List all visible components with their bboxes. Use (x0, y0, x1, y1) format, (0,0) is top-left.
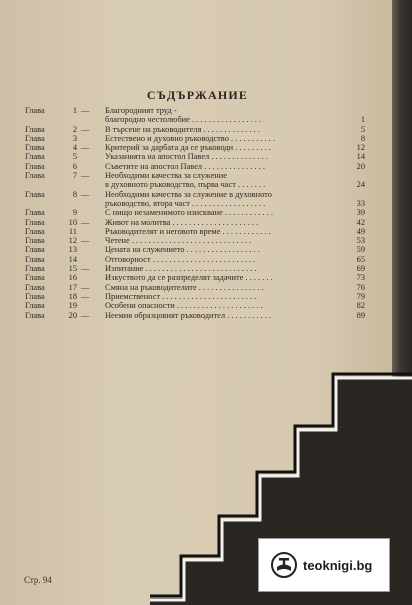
chapter-title: Изкуството да се разпределят задачите . . . . . . . (105, 273, 273, 283)
watermark-logo (258, 538, 390, 592)
chapter-number: 8 (72, 189, 77, 199)
chapter-title: В търсене на ръководителя . . . . . . . . . . . . . . (105, 124, 260, 134)
chapter-title: Изпитание . . . . . . . . . . . . . . . . . . . . . . . . . . . (105, 264, 257, 274)
page-number: 53 (356, 236, 365, 246)
chapter-word: Глава (25, 226, 45, 236)
chapter-title: Необходими качества за служение в духовното (105, 189, 272, 199)
book-t-logo-icon (271, 552, 297, 578)
chapter-title: Указанията на апостол Павел . . . . . . . . . . . . . . (105, 152, 268, 162)
page-number: 20 (356, 161, 365, 171)
chapter-word: Глава (25, 106, 45, 115)
chapter-word: Глава (25, 208, 45, 218)
page-number: 14 (356, 152, 365, 162)
chapter-word: Глава (25, 189, 45, 199)
page-number: 82 (356, 301, 365, 311)
chapter-dash: — (81, 282, 90, 292)
page-number: 49 (356, 226, 365, 236)
chapter-title: С нищо незаменимото изискване . . . . . . . . . . . . (105, 208, 273, 218)
page-number: 5 (360, 124, 365, 134)
chapter-title: Приемственост . . . . . . . . . . . . . . . . . . . . . . . (105, 291, 257, 301)
page-number: 89 (356, 310, 365, 320)
chapter-word: Глава (25, 273, 45, 283)
chapter-title: Благородният труд - (105, 106, 177, 115)
chapter-word: Глава (25, 124, 45, 134)
chapter-number: 13 (68, 245, 77, 255)
chapter-dash: — (81, 124, 90, 134)
chapter-word: Глава (25, 171, 45, 181)
page-number: 33 (356, 198, 365, 208)
page-number: 69 (356, 264, 365, 274)
chapter-title: в духовното ръководство, първа част . . . . . . . (105, 180, 266, 190)
watermark-text: teoknigi.bg (303, 557, 373, 573)
page-number: 8 (360, 133, 365, 143)
chapter-title: Необходими качества за служение (105, 171, 227, 181)
chapter-word: Глава (25, 310, 45, 320)
chapter-number: 12 (68, 236, 77, 246)
chapter-number: 4 (72, 143, 77, 153)
page-footer: Стр. 94 (24, 575, 52, 585)
chapter-title: Съветите на апостол Павел . . . . . . . . . . . . . . . (105, 161, 265, 171)
chapter-number: 7 (72, 171, 77, 181)
chapter-number: 9 (72, 208, 77, 218)
chapter-number: 10 (68, 217, 77, 227)
chapter-title: Смяна на ръководителите . . . . . . . . . . . . . . . . (105, 282, 264, 292)
chapter-title: Неемия образцовият ръководител . . . . . . . . . . . (105, 310, 272, 320)
chapter-dash: — (81, 143, 90, 153)
chapter-dash: — (81, 217, 90, 227)
chapter-title: Четене . . . . . . . . . . . . . . . . . . . . . . . . . . . . . (105, 236, 252, 246)
chapter-number: 5 (72, 152, 77, 162)
page-number: 1 (360, 115, 365, 125)
chapter-number: 17 (68, 282, 77, 292)
chapter-word: Глава (25, 291, 45, 301)
page-number: 59 (356, 245, 365, 255)
chapter-number: 15 (68, 264, 77, 274)
chapter-title: Критерий за дарбата да се ръководи . . . . . . . . . (105, 143, 271, 153)
page-number: 76 (356, 282, 365, 292)
page-number: 73 (356, 273, 365, 283)
chapter-title: Естествено и духовно ръководство . . . . . . . . . . . (105, 133, 275, 143)
chapter-word: Глава (25, 217, 45, 227)
chapter-number: 11 (68, 226, 77, 236)
chapter-dash: — (81, 171, 90, 181)
chapter-number: 20 (68, 310, 77, 320)
chapter-number: 1 (72, 106, 77, 115)
chapter-number: 19 (68, 301, 77, 311)
chapter-number: 6 (72, 161, 77, 171)
chapter-number: 14 (68, 254, 77, 264)
chapter-dash: — (81, 236, 90, 246)
chapter-title: Особени опасности . . . . . . . . . . . . . . . . . . . . . (105, 301, 263, 311)
chapter-word: Глава (25, 143, 45, 153)
chapter-dash: — (81, 291, 90, 301)
chapter-word: Глава (25, 245, 45, 255)
chapter-title: Отговорност . . . . . . . . . . . . . . . . . . . . . . . . . (105, 254, 256, 264)
chapter-title: благородно честолюбие . . . . . . . . . . . . . . . . . (105, 115, 262, 125)
chapter-title: Живот на молитва . . . . . . . . . . . . . . . . . . . . . (105, 217, 259, 227)
chapter-number: 2 (72, 124, 77, 134)
chapter-title: ръководство, втора част . . . . . . . . . . . . . . . . . . (105, 198, 266, 208)
chapter-title: Цената на служението . . . . . . . . . . . . . . . . . . (105, 245, 260, 255)
chapter-word: Глава (25, 282, 45, 292)
chapter-number: 3 (72, 133, 77, 143)
chapter-dash: — (81, 189, 90, 199)
chapter-dash: — (81, 106, 90, 115)
chapter-word: Глава (25, 152, 45, 162)
chapter-word: Глава (25, 264, 45, 274)
chapter-dash: — (81, 310, 90, 320)
chapter-title: Ръководителят и неговото време . . . . . . . . . . . . (105, 226, 271, 236)
page-number: 12 (356, 143, 365, 153)
chapter-word: Глава (25, 254, 45, 264)
page-title: СЪДЪРЖАНИЕ (146, 88, 249, 102)
page-number: 39 (356, 208, 365, 218)
chapter-word: Глава (25, 301, 45, 311)
chapter-number: 16 (68, 273, 77, 283)
page-number: 65 (356, 254, 365, 264)
chapter-word: Глава (25, 161, 45, 171)
chapter-dash: — (81, 264, 90, 274)
page-number: 24 (356, 180, 365, 190)
chapter-word: Глава (25, 236, 45, 246)
page-number: 79 (356, 291, 365, 301)
page-number: 42 (356, 217, 365, 227)
chapter-word: Глава (25, 133, 45, 143)
chapter-number: 18 (68, 291, 77, 301)
